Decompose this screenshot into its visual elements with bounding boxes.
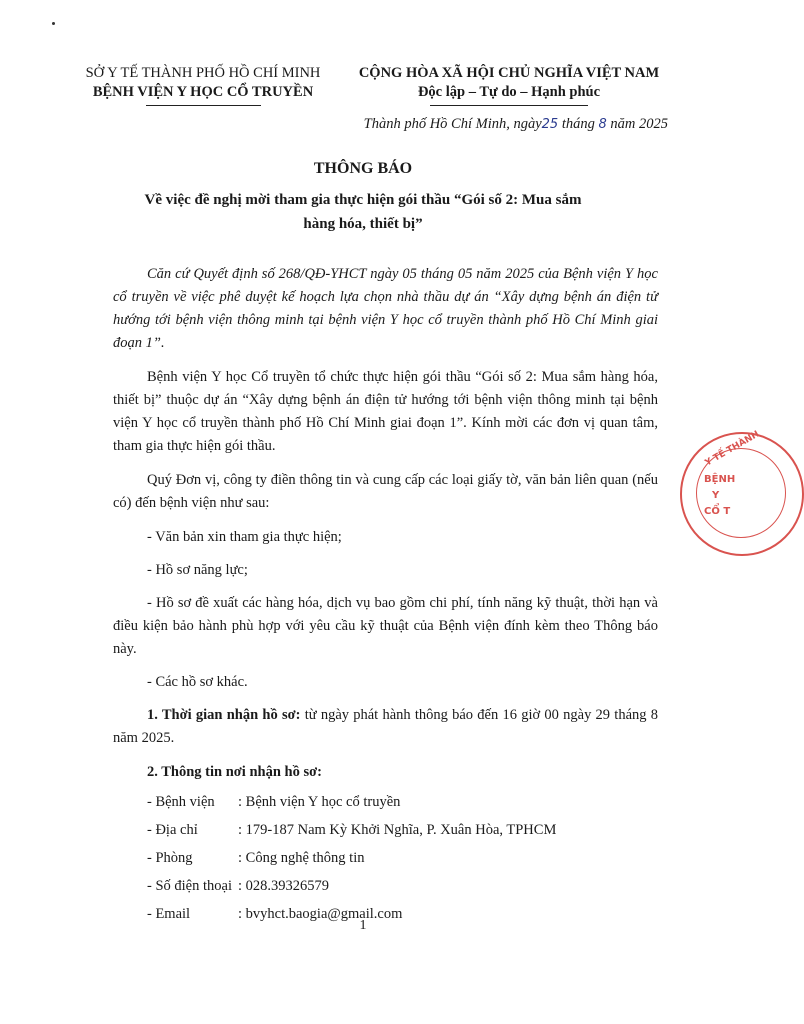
date-prefix: Thành phố Hồ Chí Minh, ngày <box>363 116 542 132</box>
seal-text: Y <box>712 490 720 501</box>
contact-row <box>113 872 658 900</box>
contact-value: : 179-187 Nam Kỳ Khởi Nghĩa, P. Xuân Hòa, TPHCM <box>238 821 557 838</box>
contact-value: : bvyhct.baogia@gmail.com <box>238 905 403 922</box>
contact-row <box>113 816 658 844</box>
contact-value: : 028.39326579 <box>238 877 330 894</box>
section-deadline <box>113 704 658 750</box>
contact-label: - Số điện thoại <box>147 877 232 894</box>
contact-table <box>113 788 658 928</box>
contact-row <box>113 844 658 872</box>
list-item: - Các hồ sơ khác. <box>147 674 248 690</box>
contact-label: - Email <box>147 905 191 922</box>
contact-label: - Địa chỉ <box>147 821 198 838</box>
list-item: - Hồ sơ năng lực; <box>147 562 248 578</box>
scan-speck <box>52 22 55 25</box>
seal-text: Y TẾ THÀNH <box>703 429 762 469</box>
seal-text: BỆNH <box>704 474 736 485</box>
motto: Độc lập – Tự do – Hạnh phúc <box>417 84 601 100</box>
document-body <box>113 263 658 928</box>
date-month: 8 <box>598 117 607 132</box>
list-item: - Hồ sơ đề xuất các hàng hóa, dịch vụ bao gồm chi phí, tính năng kỹ thuật, thời hạn và điều kiện bảo hành phù hợp với yêu cầu kỹ thuật của Bệnh viện đính kèm theo Thông báo này. <box>113 595 658 657</box>
section-deadline-heading: 1. Thời gian nhận hồ sơ: <box>147 707 301 723</box>
agency-underline <box>146 105 261 106</box>
page-number: 1 <box>359 918 367 933</box>
hospital-name: BỆNH VIỆN Y HỌC CỔ TRUYỀN <box>92 84 314 100</box>
contact-heading-text: 2. Thông tin nơi nhận hồ sơ: <box>147 764 322 780</box>
paragraph-legal-basis: Căn cứ Quyết định số 268/QĐ-YHCT ngày 05 tháng 05 năm 2025 của Bệnh viện Y học cổ truyền về việc phê duyệt kế hoạch lựa chọn nhà thầu dự án “Xây dựng bệnh án điện tử hướng tới bệnh viện thông minh tại bệnh viện Y học cổ truyền thành phố Hồ Chí Minh giai đoạn 1”. <box>113 266 658 351</box>
motto-underline <box>430 105 588 106</box>
national-motto-block <box>350 64 668 106</box>
contact-value: : Bệnh viện Y học cổ truyền <box>238 793 401 810</box>
contact-label: - Phòng <box>147 849 193 866</box>
document-title: THÔNG BÁO <box>313 160 413 177</box>
paragraph-request: Quý Đơn vị, công ty điền thông tin và cung cấp các loại giấy tờ, văn bản liên quan (nếu có) đến bệnh viện như sau: <box>113 472 658 511</box>
list-item: - Văn bản xin tham gia thực hiện; <box>147 529 342 545</box>
agency-line: SỞ Y TẾ THÀNH PHỐ HỒ CHÍ MINH <box>85 65 321 81</box>
issue-date <box>300 116 668 133</box>
seal-text: CỔ T <box>704 506 731 517</box>
paragraph-announcement: Bệnh viện Y học Cổ truyền tổ chức thực hiện gói thầu “Gói số 2: Mua sắm hàng hóa, thiết bị” thuộc dự án “Xây dựng bệnh án điện tử hướng tới bệnh viện thông minh tại bệnh viện Y học cổ truyền thành phố Hồ Chí Minh giai đoạn 1”. Kính mời các đơn vị quan tâm, tham gia thực hiện gói thầu. <box>113 369 658 454</box>
issuing-agency-block <box>58 64 348 106</box>
document-subtitle: Về việc đề nghị mời tham gia thực hiện gói thầu “Gói số 2: Mua sắm hàng hóa, thiết bị” <box>144 192 582 232</box>
official-seal <box>680 429 804 556</box>
section-deadline-text: từ ngày phát hành thông báo đến 16 giờ 00 ngày 29 tháng 8 năm 2025. <box>113 707 658 746</box>
section-contact-heading <box>113 761 658 784</box>
contact-label: - Bệnh viện <box>147 793 215 810</box>
date-year: năm 2025 <box>610 116 668 132</box>
contact-value: : Công nghệ thông tin <box>238 849 365 866</box>
contact-row <box>113 788 658 816</box>
date-day: 25 <box>541 117 559 132</box>
date-month-label: tháng <box>561 116 595 132</box>
country-name: CỘNG HÒA XÃ HỘI CHỦ NGHĨA VIỆT NAM <box>358 65 660 81</box>
